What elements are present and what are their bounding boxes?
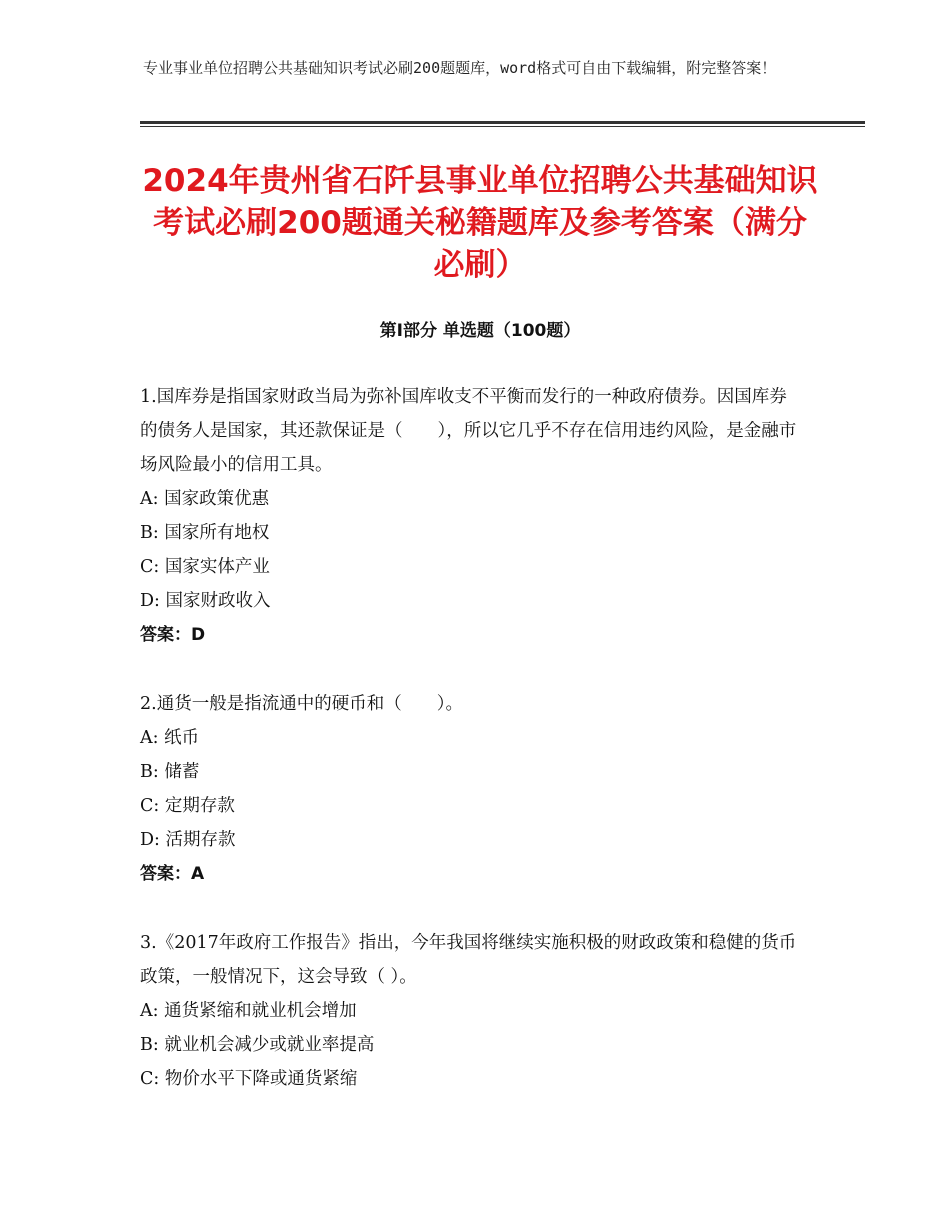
option-a: A: 国家政策优惠	[140, 489, 270, 509]
question-2	[140, 687, 800, 891]
question-stem: 3.《2017年政府工作报告》指出，今年我国将继续实施积极的财政政策和稳健的货币政策，一般情况下，这会导致（ ）。	[140, 933, 797, 987]
question-stem: 2.通货一般是指流通中的硬币和（ ）。	[140, 694, 463, 714]
question-1	[140, 380, 800, 652]
option-d: D: 活期存款	[140, 830, 236, 850]
answer: 答案：D	[140, 625, 206, 645]
option-c: C: 定期存款	[140, 796, 235, 816]
document-title: 2024年贵州省石阡县事业单位招聘公共基础知识考试必刷200题通关秘籍题库及参考答案（满分必刷）	[142, 163, 818, 283]
option-d: D: 国家财政收入	[140, 591, 271, 611]
option-b: B: 就业机会减少或就业率提高	[140, 1035, 375, 1055]
option-a: A: 纸币	[140, 728, 200, 748]
question-stem: 1.国库券是指国家财政当局为弥补国库收支不平衡而发行的一种政府债券。因国库券的债务人是国家，其还款保证是（ ），所以它几乎不存在信用违约风险，是金融市场风险最小的信用工具。	[140, 387, 797, 475]
option-c: C: 国家实体产业	[140, 557, 270, 577]
answer: 答案：A	[140, 864, 205, 884]
option-b: B: 储蓄	[140, 762, 200, 782]
header-divider	[140, 121, 865, 127]
option-c: C: 物价水平下降或通货紧缩	[140, 1069, 358, 1089]
option-b: B: 国家所有地权	[140, 523, 270, 543]
section-title: 第Ⅰ部分 单选题（100题）	[379, 321, 581, 341]
header-note: 专业事业单位招聘公共基础知识考试必刷200题题库，word格式可自由下载编辑，附完整答案！	[143, 59, 777, 77]
question-3	[140, 926, 800, 1096]
option-a: A: 通货紧缩和就业机会增加	[140, 1001, 357, 1021]
